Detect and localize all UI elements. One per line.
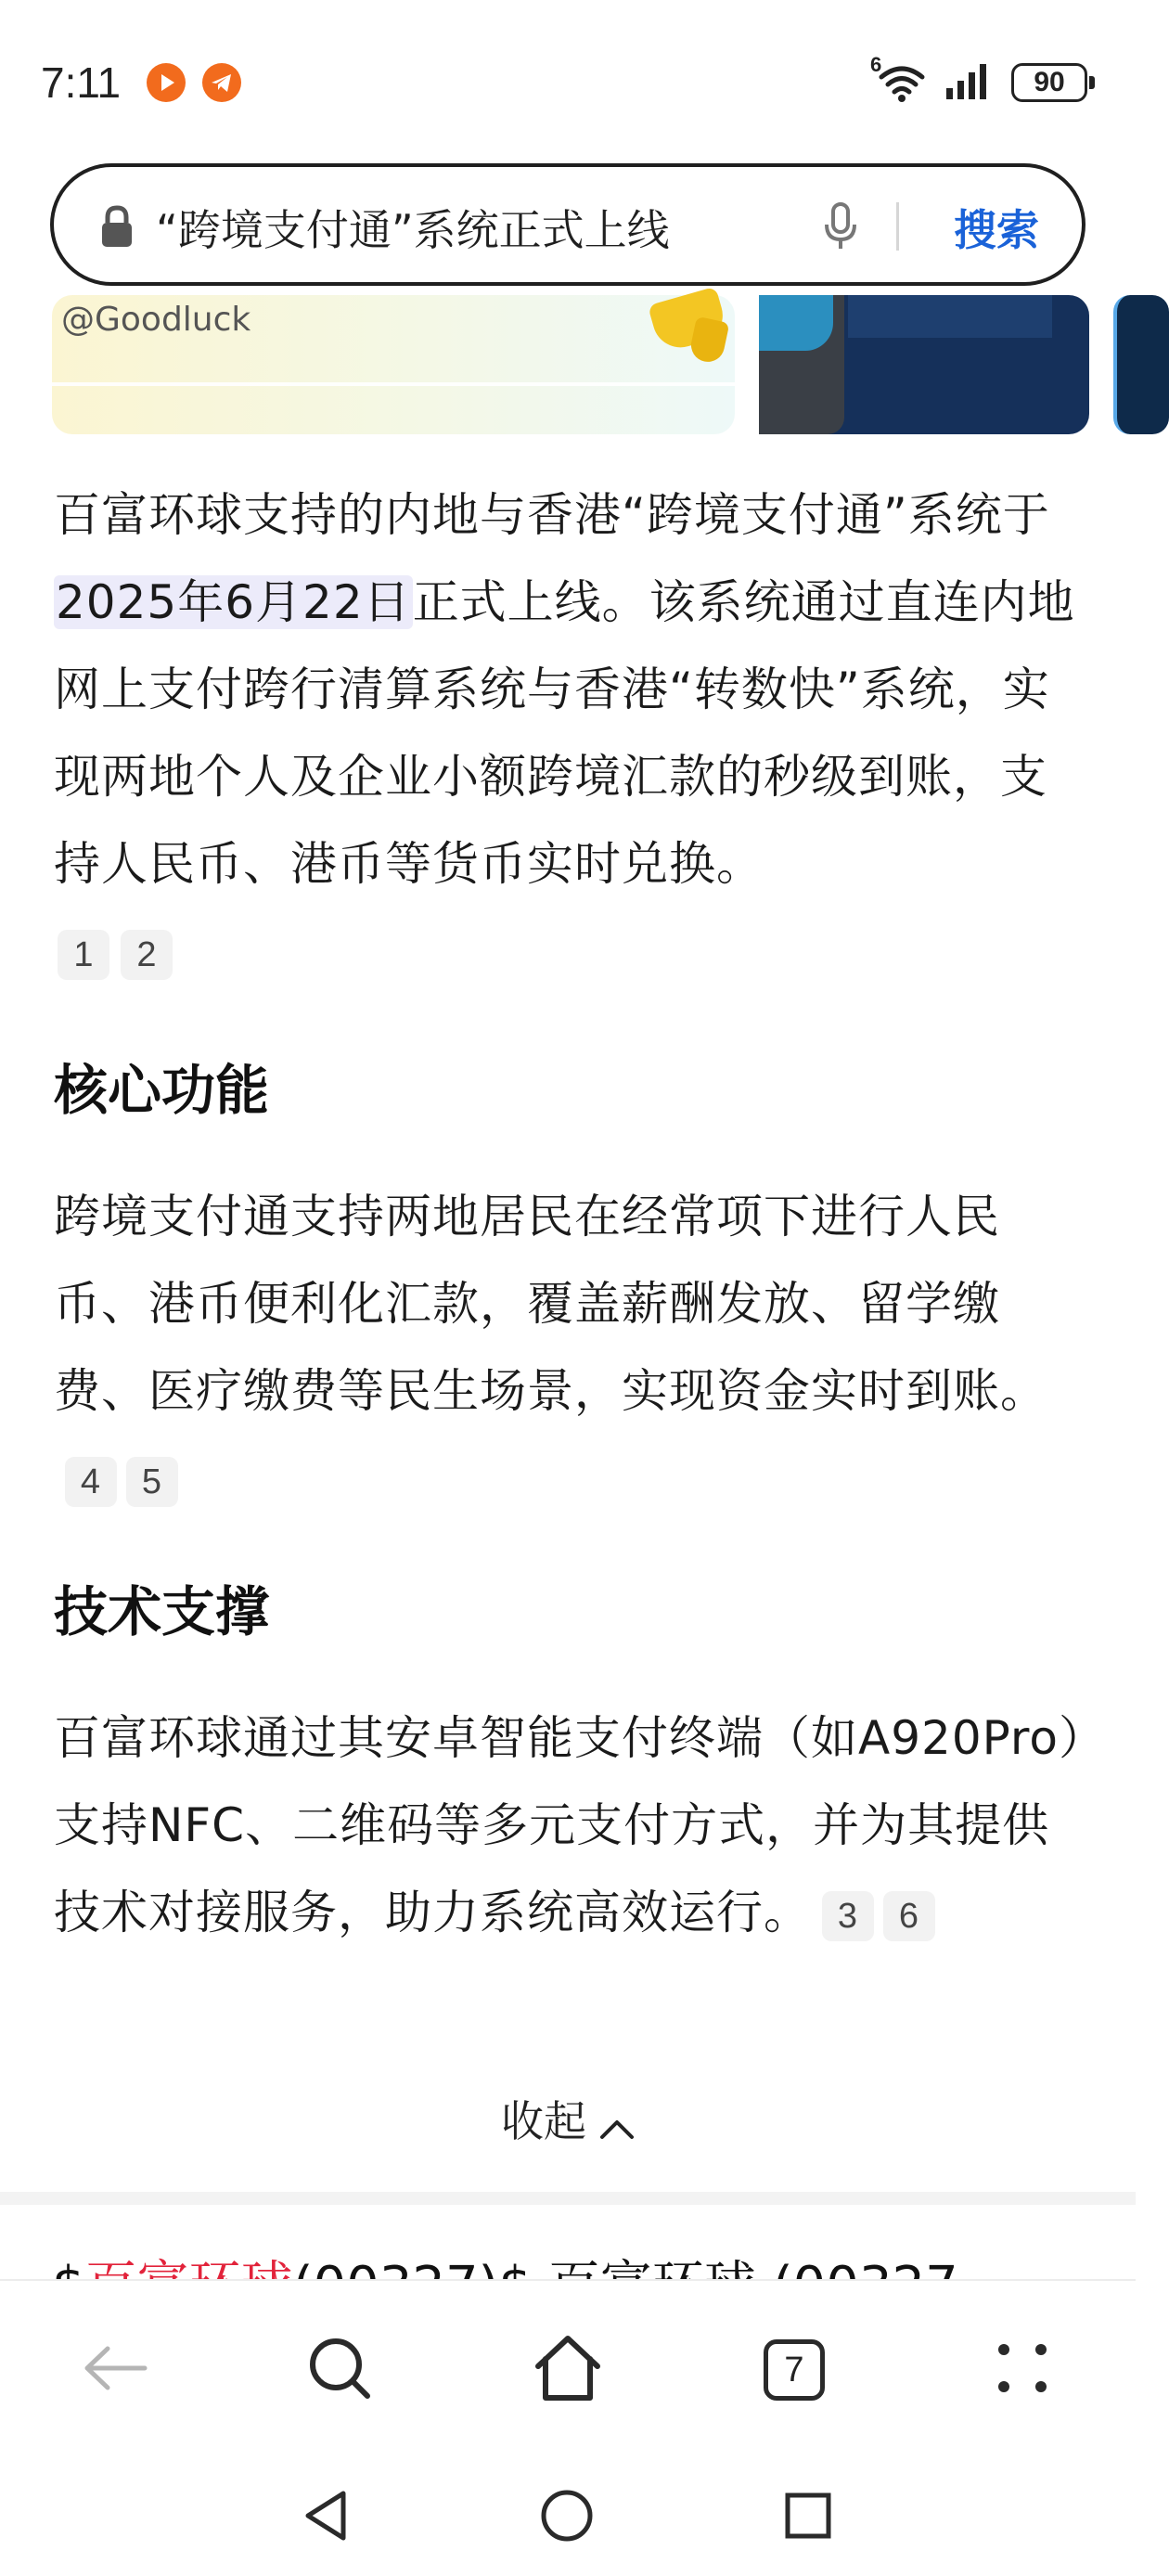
battery-icon: 90 [1011,63,1087,102]
person-collar [759,295,833,351]
lock-icon [98,204,135,252]
status-indicators [870,53,1087,106]
signal-label: 6 [870,53,882,76]
home-icon [533,2333,603,2407]
section-divider [0,2192,1136,2205]
search-toolbar-button[interactable] [295,2325,384,2415]
nav-home-icon [539,2488,595,2547]
image-caption: @Goodluck [61,301,251,339]
section-text: 百富环球通过其安卓智能支付终端（如A920Pro）支持NFC、二维码等多元支付方式，并为其提供技术对接服务，助力系统高效运行。 [54,1711,1083,1939]
citation-badge[interactable]: 6 [883,1891,935,1941]
date-highlight: 2025年6月22日 [56,575,411,629]
citation-badge[interactable]: 4 [65,1457,117,1507]
image-card[interactable] [759,295,1089,434]
nav-back-button[interactable] [284,2476,367,2559]
search-button[interactable]: 搜索 [954,205,1039,255]
section-title: 核心功能 [54,1059,270,1122]
image-carousel[interactable] [0,301,1136,438]
section-title: 技术支撑 [54,1580,270,1643]
microphone-icon[interactable] [822,200,859,256]
collapse-button[interactable] [0,2088,1136,2150]
nav-recents-button[interactable] [766,2476,850,2559]
nav-back-icon [301,2488,351,2547]
section-paragraph [54,1173,1084,1522]
image-card[interactable] [1113,295,1169,434]
back-button[interactable] [71,2325,160,2415]
image-card[interactable] [52,295,735,434]
browser-toolbar [0,2279,1136,2455]
video-app-icon [147,63,186,102]
image-decoration [52,382,735,386]
more-menu-button[interactable] [978,2325,1067,2415]
wifi-icon [870,53,928,103]
citation-row [54,930,173,980]
citation-badge[interactable]: 2 [121,930,173,980]
section-text: 跨境支付通支持两地居民在经常项下进行人民币、港币便利化汇款，覆盖薪酬发放、留学缴费、医疗缴费等民生场景，实现资金实时到账。 [54,1190,1047,1418]
intro-text: 百富环球支持的内地与香港“跨境支付通”系统于 [54,488,1050,542]
citation-badge[interactable]: 3 [822,1891,874,1941]
next-result-title[interactable] [52,2242,1110,2279]
back-arrow-icon [82,2345,148,2395]
section-paragraph [54,1694,1084,1956]
collapse-label: 收起 [501,2096,586,2146]
image-decoration [848,295,1052,338]
tabs-button[interactable] [750,2325,839,2415]
nav-home-button[interactable] [525,2476,609,2559]
intro-text: 正式上线。该系统通过直连内地网上支付跨行清算系统与香港“转数快”系统，实现两地个人及企业小额跨境汇款的秒级到账，支持人民币、港币等货币实时兑换。 [54,575,1075,891]
search-bar[interactable] [50,163,1086,286]
system-nav-bar [0,2455,1136,2576]
search-input[interactable]: “跨境支付通”系统正式上线 [156,205,670,255]
cellular-signal-icon [944,60,995,105]
chevron-up-icon [599,2100,635,2150]
home-button[interactable] [523,2325,612,2415]
status-bar [0,0,1136,158]
nav-recents-icon [784,2492,832,2544]
status-time: 7:11 [41,58,122,107]
more-icon [995,2340,1050,2400]
hand-illustration [688,316,730,365]
citation-badge[interactable]: 5 [126,1457,178,1507]
search-divider [896,202,899,251]
intro-paragraph [54,471,1084,908]
citation-badge[interactable]: 1 [58,930,109,980]
tabs-icon: 7 [764,2339,825,2401]
telegram-app-icon [202,63,241,102]
search-icon [306,2335,373,2405]
